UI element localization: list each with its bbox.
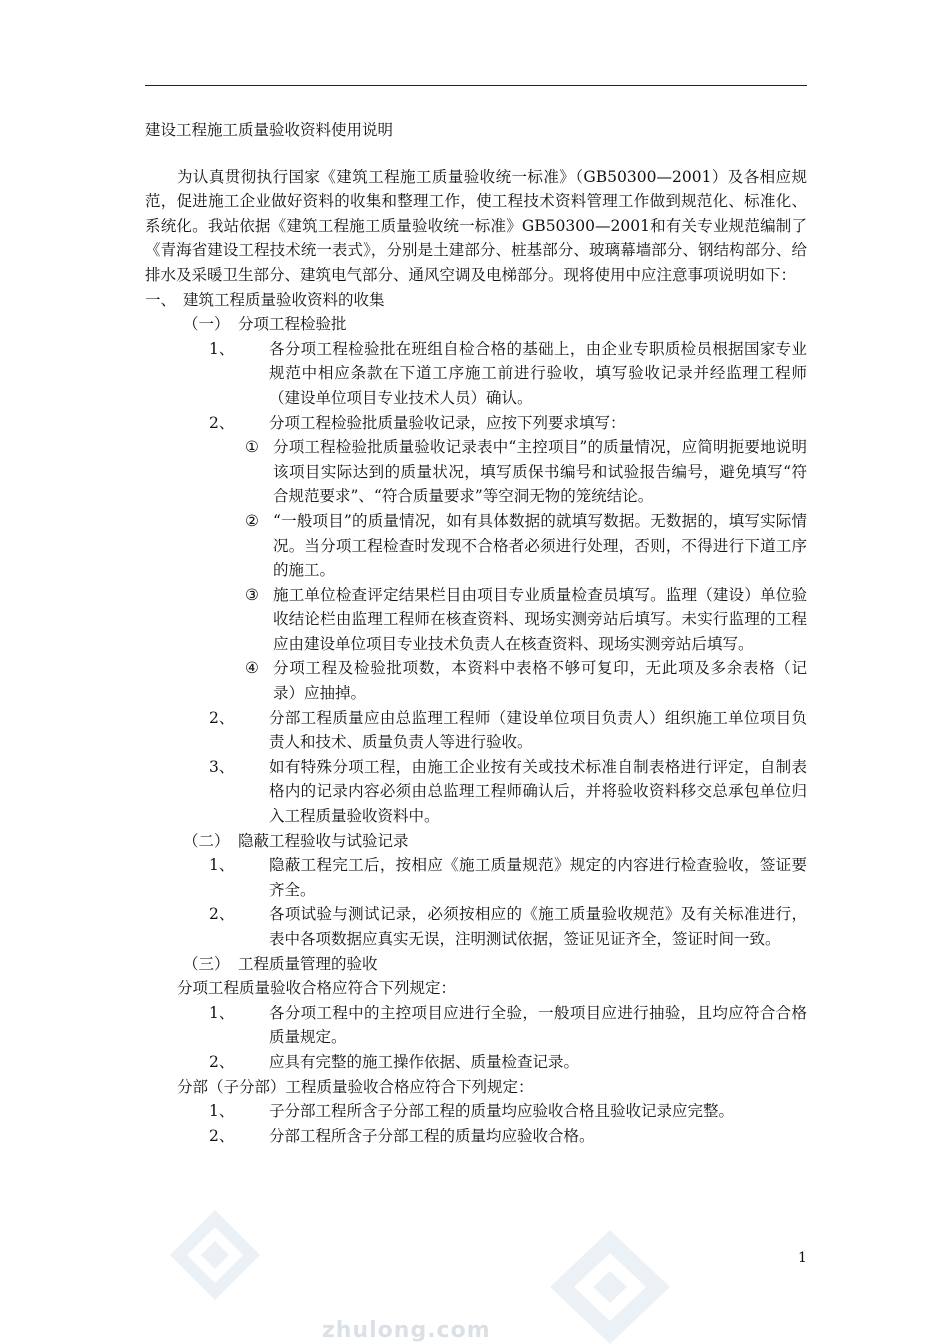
item-text: 隐蔽工程完工后，按相应《施工质量规范》规定的内容进行检查验收，签证要齐全。 (269, 856, 807, 899)
list-item (145, 1124, 807, 1149)
circled-text: 施工单位检查评定结果栏目由项目专业质量检查员填写。监理（建设）单位验收结论栏由监理工程师在核查资料、现场实测旁站后填写。未实行监理的工程应由建设单位项目专业技术负责人在核查资料、现场实测旁站后填写。 (273, 585, 807, 653)
item-number: 2、 (209, 413, 235, 432)
list-item (145, 1050, 807, 1075)
subsection-heading (145, 312, 807, 337)
circled-item (145, 656, 807, 705)
list-item (145, 411, 807, 436)
item-text: 分项工程检验批质量验收记录，应按下列要求填写： (269, 413, 626, 432)
circled-item (145, 583, 807, 657)
section-title: 建筑工程质量验收资料的收集 (183, 290, 385, 309)
item-text: 分部工程质量应由总监理工程师（建设单位项目负责人）组织施工单位项目负责人和技术、质量负责人等进行验收。 (269, 708, 807, 752)
list-item (145, 853, 807, 902)
item-number: 2、 (209, 708, 235, 727)
item-number: 1、 (209, 1102, 235, 1121)
item-text: 各项试验与测试记录，必须按相应的《施工质量验收规范》及有关标准进行，表中各项数据应真实无误，注明测试依据，签证见证齐全，签证时间一致。 (269, 905, 807, 948)
circled-text: “一般项目”的质量情况，如有具体数据的就填写数据。无数据的，填写实际情况。当分项工程检查时发现不合格者必须进行处理，否则，不得进行下道工序的施工。 (273, 511, 807, 580)
circled-text: 分项工程检验批质量验收记录表中“主控项目”的质量情况，应简明扼要地说明该项目实际达到的质量状况，填写质保书编号和试验报告编号，避免填写“符合规范要求”、“符合质量要求”等空洞无物的笼统结论。 (273, 438, 807, 506)
list-item (145, 1001, 807, 1050)
circled-item (145, 435, 807, 509)
item-text: 子分部工程所含子分部工程的质量均应验收合格且验收记录应完整。 (269, 1102, 735, 1121)
intro-paragraph: 为认真贯彻执行国家《建筑工程施工质量验收统一标准》（GB50300—2001）及各相应规范，促进施工企业做好资料的收集和整理工作，使工程技术资料管理工作做到规范化、标准化、系统化。我站依据《建筑工程施工质量验收统一标准》GB50300—2001和有关专业规范编制了《青海省建设工程技术统一表式》，分别是土建部分、桩基部分、玻璃幕墙部分、钢结构部分、给排水及采暖卫生部分、建筑电气部分、通风空调及电梯部分。现将使用中应注意事项说明如下： (145, 167, 807, 284)
item-text: 如有特殊分项工程，由施工企业按有关或技术标准自制表格进行评定，自制表格内的记录内容必须由总监理工程师确认后，并将验收资料移交总承包单位归入工程质量验收资料中。 (269, 757, 807, 826)
item-number: 3、 (209, 757, 235, 776)
item-number: 1、 (209, 339, 235, 358)
subsection-number: （二） (183, 831, 230, 850)
rule-intro: 分项工程质量验收合格应符合下列规定： (177, 979, 457, 998)
item-text: 各分项工程检验批在班组自检合格的基础上，由企业专职质检员根据国家专业规范中相应条款在下道工序施工前进行验收，填写验收记录并经监理工程师（建设单位项目专业技术人员）确认。 (269, 339, 807, 407)
list-item (145, 337, 807, 411)
page-number: 1 (798, 1250, 807, 1266)
subsection-title: 工程质量管理的验收 (238, 954, 378, 973)
subsection-number: （三） (183, 954, 230, 973)
list-item (145, 902, 807, 951)
header-rule (145, 85, 807, 86)
item-number: 2、 (209, 1126, 235, 1145)
circled-number: ③ (245, 585, 259, 604)
document-body (145, 118, 807, 1148)
circled-number: ② (245, 511, 259, 530)
section-number: 一、 (145, 290, 177, 309)
circled-item (145, 509, 807, 583)
item-number: 1、 (209, 1003, 235, 1022)
item-number: 2、 (209, 1052, 235, 1071)
section-heading (145, 288, 807, 313)
subsection-heading (145, 952, 807, 977)
list-item (145, 1099, 807, 1124)
item-text: 各分项工程中的主控项目应进行全验，一般项目应进行抽验，且均应符合合格质量规定。 (269, 1003, 807, 1047)
circled-text: 分项工程及检验批项数，本资料中表格不够可复印，无此项及多余表格（记录）应抽掉。 (273, 659, 807, 703)
watermark-logo-icon (160, 1205, 270, 1305)
subsection-title: 分项工程检验批 (238, 315, 347, 334)
circled-number: ④ (245, 659, 259, 678)
list-item (145, 755, 807, 829)
item-number: 2、 (209, 905, 235, 924)
subsection-number: （一） (183, 315, 230, 334)
subsection-heading (145, 829, 807, 854)
subsection-title: 隐蔽工程验收与试验记录 (238, 831, 409, 850)
item-text: 分部工程所含子分部工程的质量均应验收合格。 (269, 1126, 595, 1145)
circled-number: ① (245, 438, 259, 457)
item-number: 1、 (209, 856, 235, 875)
rule-intro: 分部（子分部）工程质量验收合格应符合下列规定： (177, 1077, 534, 1096)
watermark-text: zhulong.com (322, 1318, 491, 1343)
document-title: 建设工程施工质量验收资料使用说明 (145, 121, 394, 139)
list-item (145, 706, 807, 755)
watermark-logo-icon (545, 1225, 675, 1344)
item-text: 应具有完整的施工操作依据、质量检查记录。 (269, 1052, 580, 1071)
